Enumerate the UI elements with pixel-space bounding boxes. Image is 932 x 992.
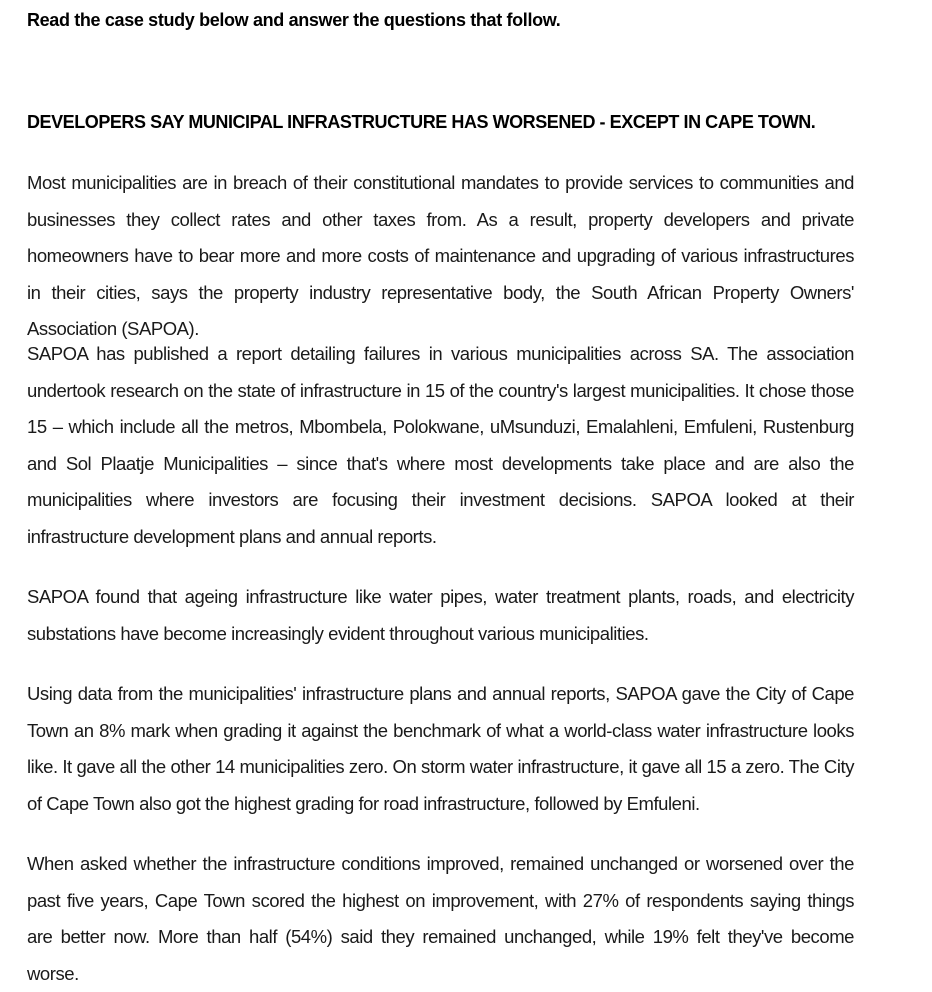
paragraph-5: When asked whether the infrastructure conditions improved, remained unchanged or worsened over the past five years, Cape Town scored the highest on improvement, with 27% of respondents saying things are better now. More than half (54%) said they remained unchanged, while 19% felt they've become worse. bbox=[27, 853, 854, 984]
paragraph-4: Using data from the municipalities' infrastructure plans and annual reports, SAPOA gave the City of Cape Town an 8% mark when grading it against the benchmark of what a world-class water infrastructure looks like. It gave all the other 14 municipalities zero. On storm water infrastructure, it gave all 15 a zero. The City of Cape Town also got the highest grading for road infrastructure, followed by Emfuleni. bbox=[27, 683, 854, 814]
paragraph-3: SAPOA found that ageing infrastructure like water pipes, water treatment plants, roads, and electricity substations have become increasingly evident throughout various municipalities. bbox=[27, 586, 854, 644]
article-headline: DEVELOPERS SAY MUNICIPAL INFRASTRUCTURE HAS WORSENED - EXCEPT IN CAPE TOWN. bbox=[27, 112, 816, 132]
instruction-text: Read the case study below and answer the questions that follow. bbox=[27, 10, 561, 30]
paragraph-1: Most municipalities are in breach of their constitutional mandates to provide services to communities and businesses they collect rates and other taxes from. As a result, property developers and private homeowners have to bear more and more costs of maintenance and upgrading of various infrastructures in their cities, says the property industry representative body, the South African Property Owners' Association (SAPOA). bbox=[27, 172, 854, 339]
paragraph-2: SAPOA has published a report detailing failures in various municipalities across SA. The association undertook research on the state of infrastructure in 15 of the country's largest municipalities. It chose those 15 – which include all the metros, Mbombela, Polokwane, uMsunduzi, Emalahleni, Emfuleni, Rustenburg and Sol Plaatje Municipalities – since that's where most developments take place and are also the municipalities where investors are focusing their investment decisions. SAPOA looked at their infrastructure development plans and annual reports. bbox=[27, 343, 854, 547]
